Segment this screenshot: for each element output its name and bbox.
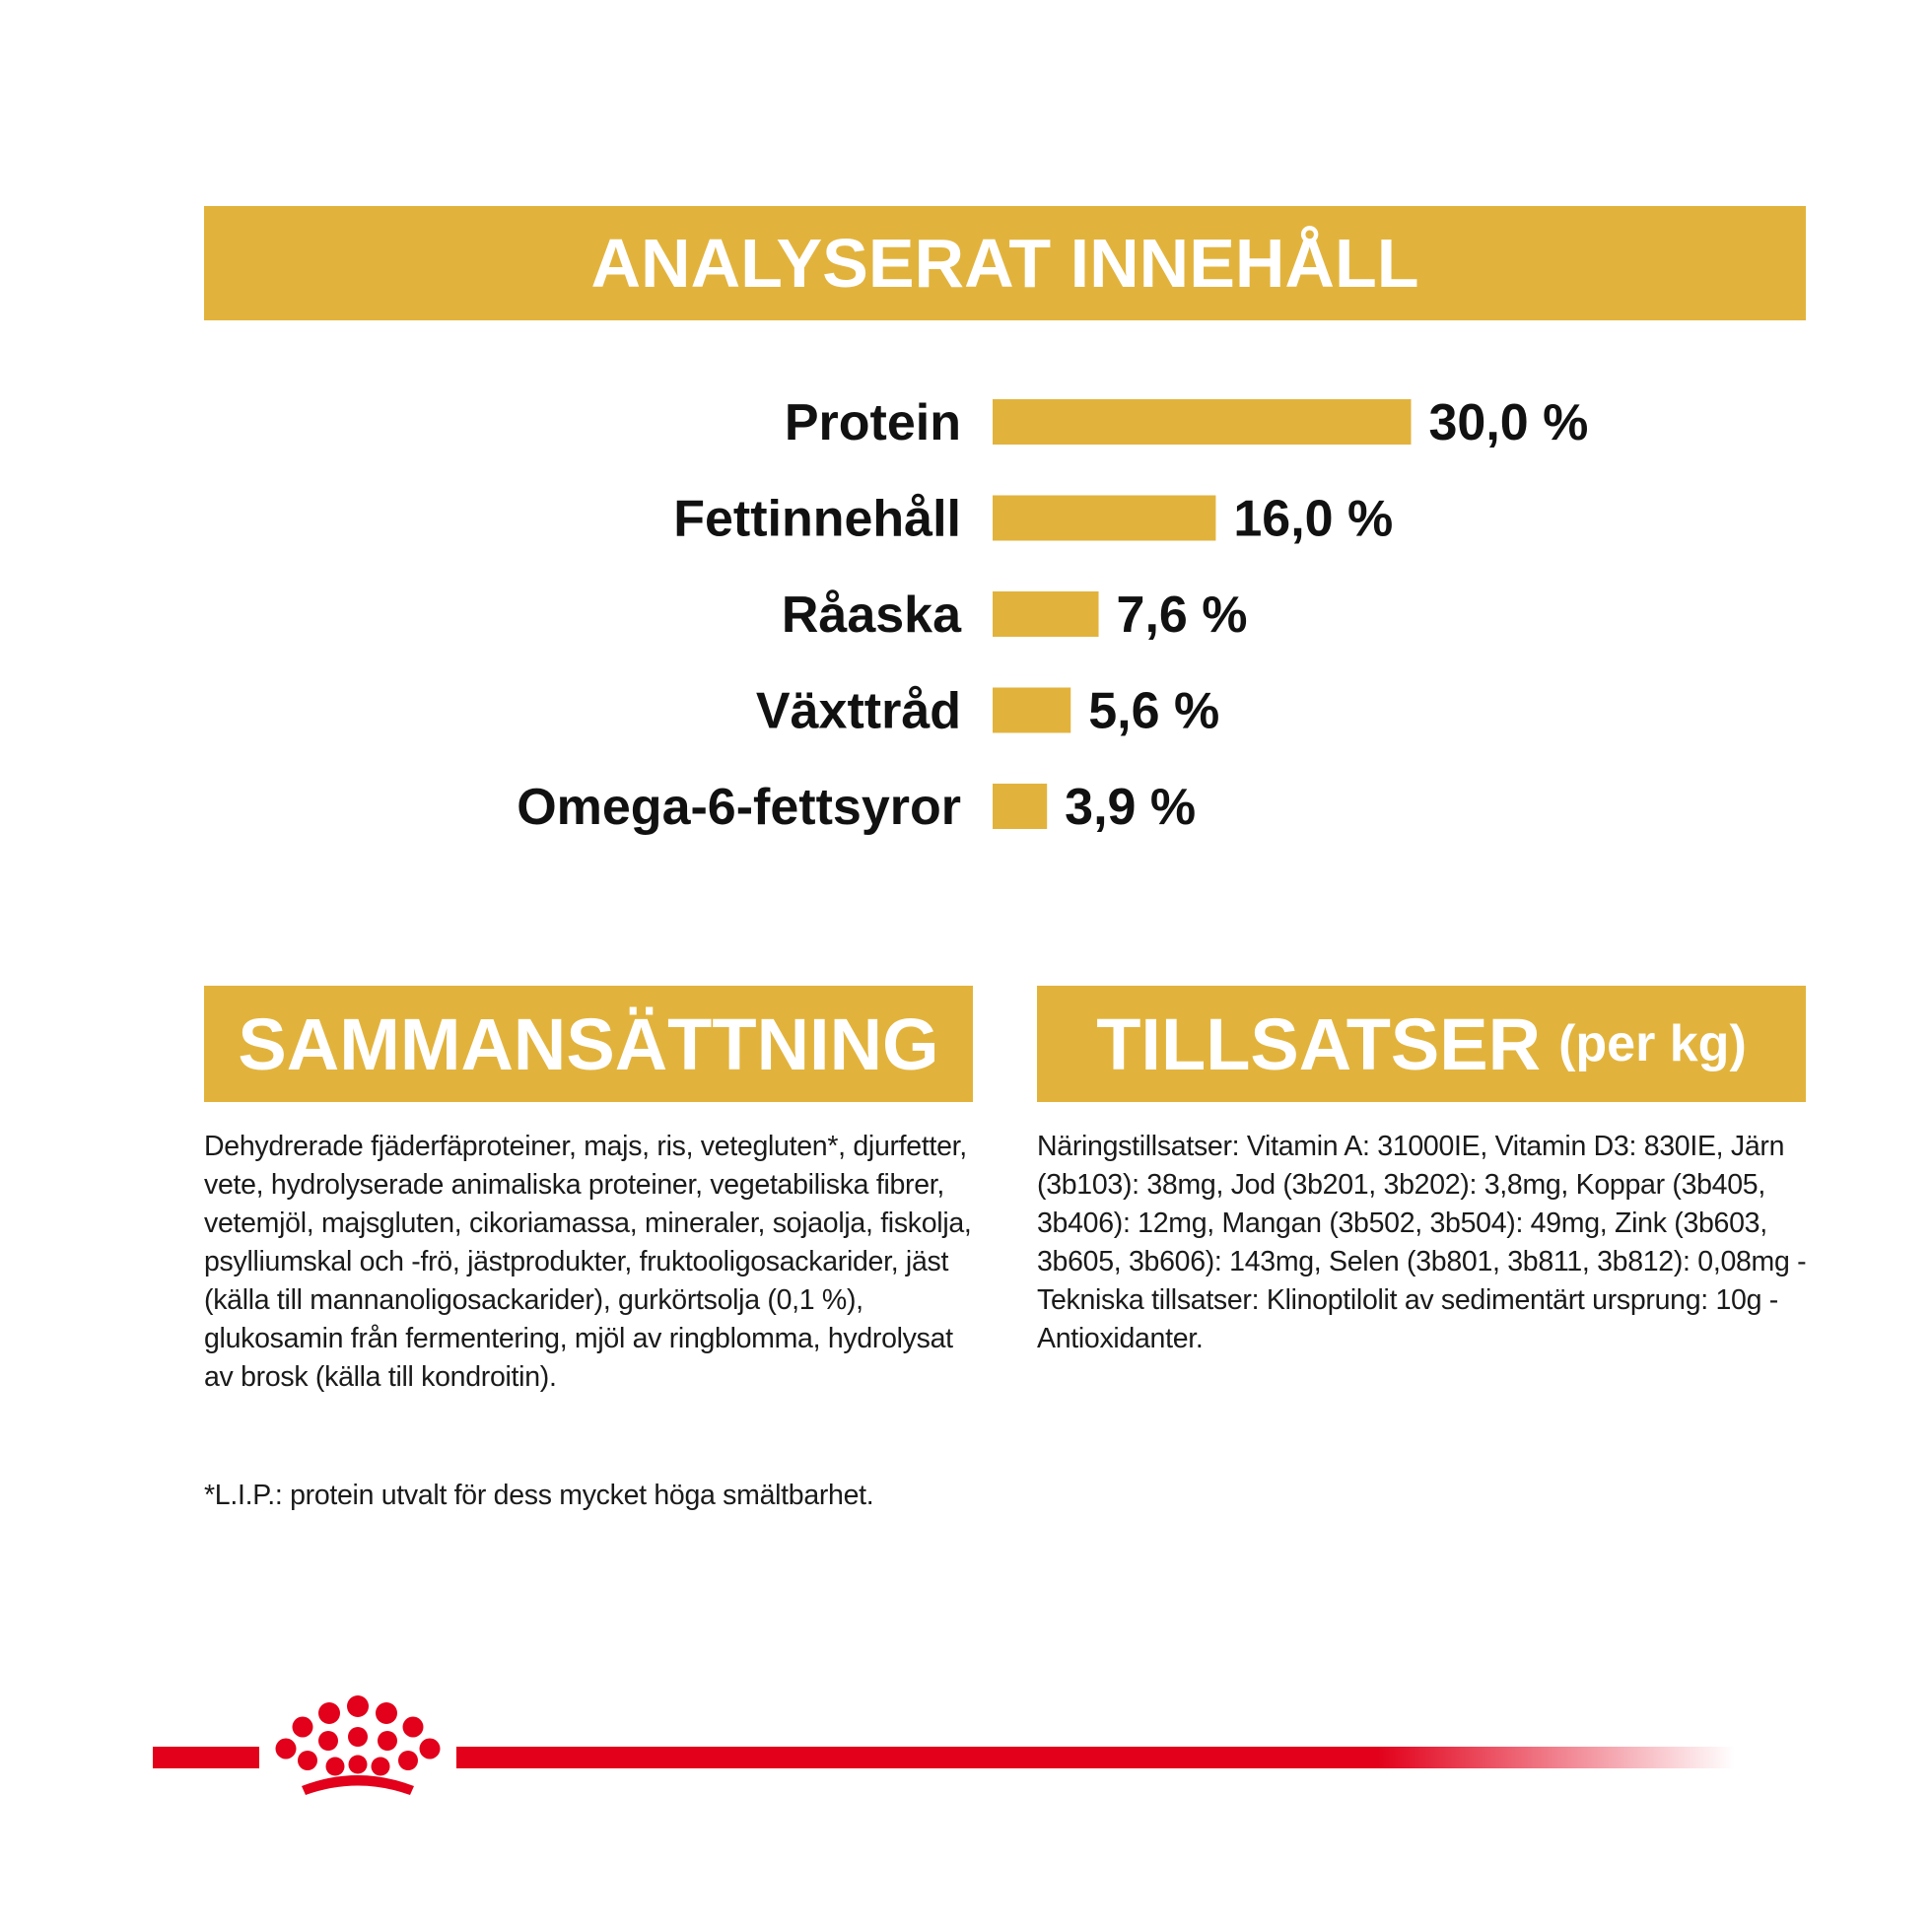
value-label: 5,6 %	[1088, 682, 1220, 740]
additives-heading-banner	[1037, 986, 1806, 1102]
brand-line-left	[153, 1747, 259, 1768]
value-label: 30,0 %	[1428, 394, 1589, 451]
analysis-heading: ANALYSERAT INNEHÅLL	[590, 225, 1419, 302]
category-label: Växttråd	[755, 682, 961, 740]
category-label: Protein	[784, 394, 961, 451]
value-label: 16,0 %	[1233, 490, 1394, 548]
composition-text: Dehydrerade fjäderfäproteiner, majs, ris, vetegluten*, djurfetter, vete, hydrolyserade animaliska proteiner, vegetabiliska fibrer, vetemjöl, majsgluten, cikoriamassa, mineraler, sojaolja, fiskolja, psylliumskal och -frö, jästprodukter, fruktooligosackarider, jäst (källa till mannanoligosackarider), gurkörtsolja (0,1 %), glukosamin från fermentering, mjöl av ringblomma, hydrolysat av brosk (källa till kondroitin).	[204, 1131, 972, 1393]
bar	[993, 784, 1047, 829]
category-label: Omega-6-fettsyror	[517, 779, 961, 836]
bar	[993, 591, 1099, 637]
bar	[993, 688, 1070, 733]
category-label: Fettinnehåll	[673, 490, 961, 548]
composition-heading-banner	[204, 986, 973, 1102]
composition-footnote: *L.I.P.: protein utvalt för dess mycket höga smältbarhet.	[204, 1480, 874, 1511]
bar	[993, 399, 1412, 445]
composition-heading: SAMMANSÄTTNING	[238, 1002, 939, 1085]
additives-heading: TILLSATSER	[1096, 1002, 1542, 1085]
additives-text: Näringstillsatser: Vitamin A: 31000IE, Vitamin D3: 830IE, Järn (3b103): 38mg, Jod (3b201, 3b202): 3,8mg, Koppar (3b405, 3b406): 12mg, Mangan (3b502, 3b504): 49mg, Zink (3b603, 3b605, 3b606): 143mg, Selen (3b801, 3b811, 3b812): 0,08mg - Tekniska tillsatser: Klinoptilolit av sedimentärt ursprung: 10g - Antioxidanter.	[1037, 1131, 1807, 1354]
additives-unit: (per kg)	[1558, 1015, 1747, 1072]
brand-footer	[0, 1695, 1932, 1814]
royal-canin-crown-icon	[276, 1695, 441, 1795]
value-label: 7,6 %	[1116, 586, 1248, 644]
bar	[993, 496, 1215, 541]
value-label: 3,9 %	[1065, 779, 1197, 836]
category-label: Råaska	[781, 586, 961, 644]
brand-line-right	[456, 1747, 1735, 1768]
